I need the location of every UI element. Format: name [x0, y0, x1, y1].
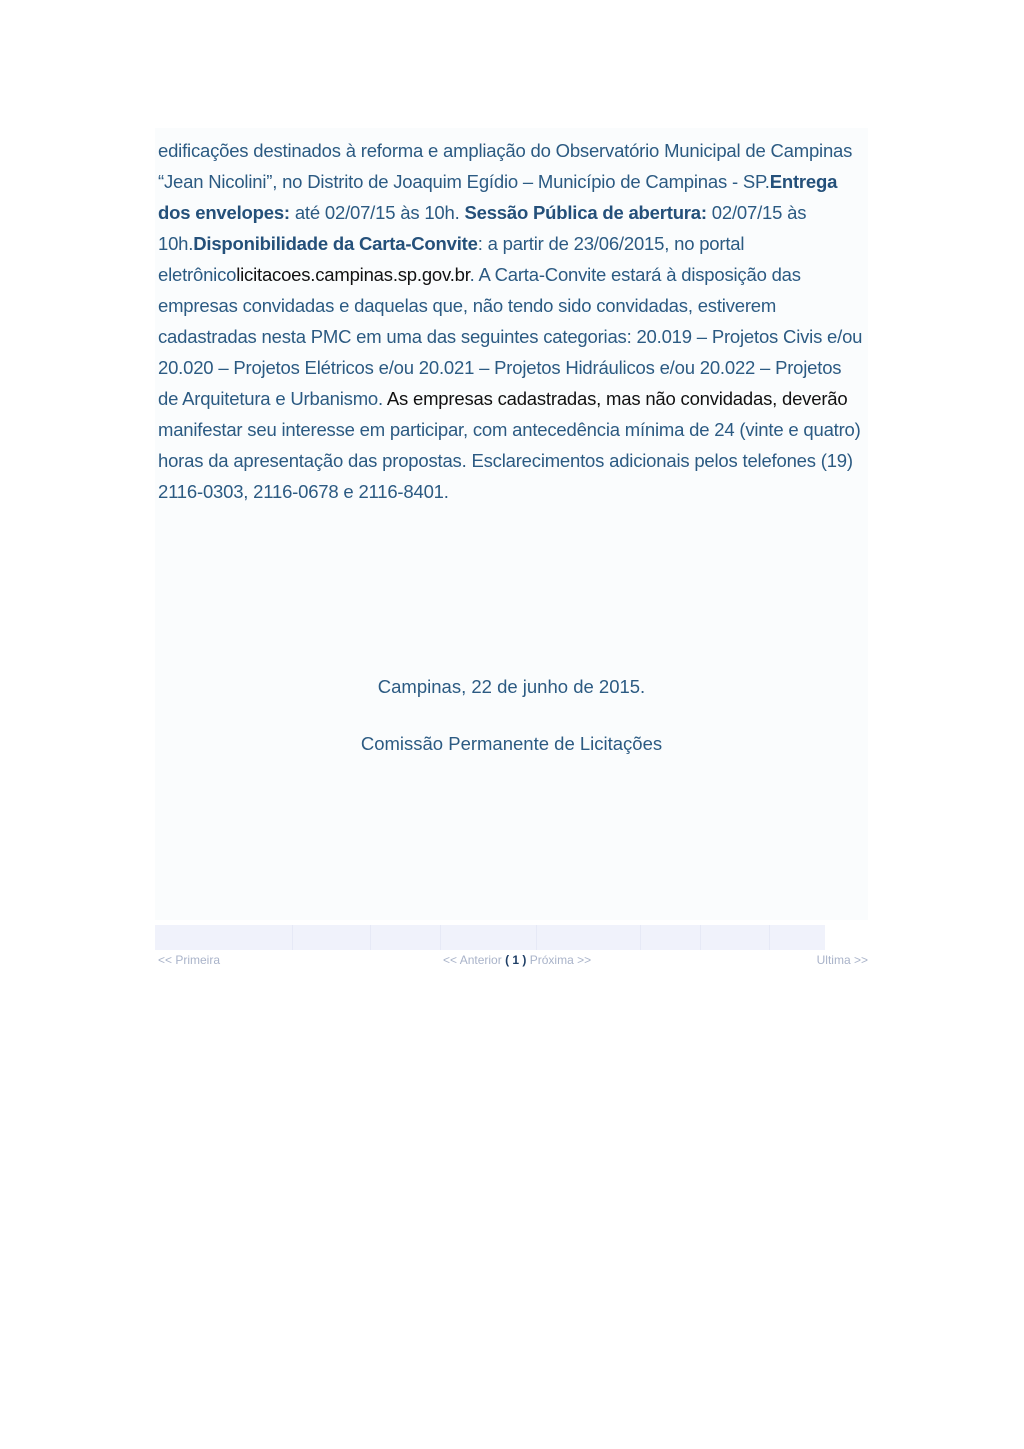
pagination-middle [443, 953, 591, 967]
next-page-link[interactable]: Próxima >> [529, 953, 592, 967]
last-page-link[interactable]: Ultima >> [816, 953, 868, 967]
pagination [158, 953, 868, 969]
notice-closing: manifestar seu interesse em participar, com antecedência mínima de 24 (vinte e quatro) horas da apresentação das propostas. Esclarecimentos adicionais pelos telefones (19) 2116-0303, 2116-0678 e 2116-8401. [158, 419, 861, 502]
portal-link[interactable]: licitacoes.campinas.sp.gov.br [236, 264, 470, 285]
session-label: Sessão Pública de abertura: [464, 202, 707, 223]
notice-body [158, 135, 866, 507]
notice-registered-companies: As empresas cadastradas, mas não convidadas, deverão [386, 388, 848, 409]
signature-date: Campinas, 22 de junho de 2015. [377, 676, 646, 697]
previous-page-link[interactable]: << Anterior [443, 953, 502, 967]
nav-strip-cell [441, 925, 537, 950]
nav-strip-cell [701, 925, 769, 950]
nav-strip-cell [770, 925, 825, 950]
notice-intro: edificações destinados à reforma e ampliação do Observatório Municipal de Campinas “Jean Nicolini”, no Distrito de Joaquim Egídio – Município de Campinas - SP. [158, 140, 853, 192]
navigation-strip [155, 925, 825, 950]
first-page-link[interactable]: << Primeira [158, 953, 221, 967]
notice-categories: . A Carta-Convite estará à disposição das empresas convidadas e daquelas que, não tendo sido convidadas, estiverem cadastradas nesta PMC em uma das seguintes categorias: 20.019 – Projetos Civis e/ou 20.020 – Projetos Elétricos e/ou 20.021 – Projetos Hidráulicos e/ou 20.022 – Projetos de Arquitetura e Urbanismo. [158, 264, 863, 409]
nav-strip-cell [537, 925, 641, 950]
nav-strip-cell [155, 925, 293, 950]
current-page-indicator: ( 1 ) [505, 953, 527, 967]
availability-value: : a partir de 23/06/2015, no portal eletrônico [158, 233, 745, 285]
signature-commission: Comissão Permanente de Licitações [360, 733, 663, 754]
session-value: 02/07/15 às 10h. [158, 202, 807, 254]
nav-strip-cell [293, 925, 371, 950]
delivery-label: Entrega dos envelopes: [158, 171, 838, 223]
nav-strip-cell [371, 925, 441, 950]
notice-paragraph [158, 135, 866, 507]
nav-strip-cell [641, 925, 701, 950]
availability-label: Disponibilidade da Carta-Convite [193, 233, 478, 254]
delivery-value: até 02/07/15 às 10h. [289, 202, 465, 223]
